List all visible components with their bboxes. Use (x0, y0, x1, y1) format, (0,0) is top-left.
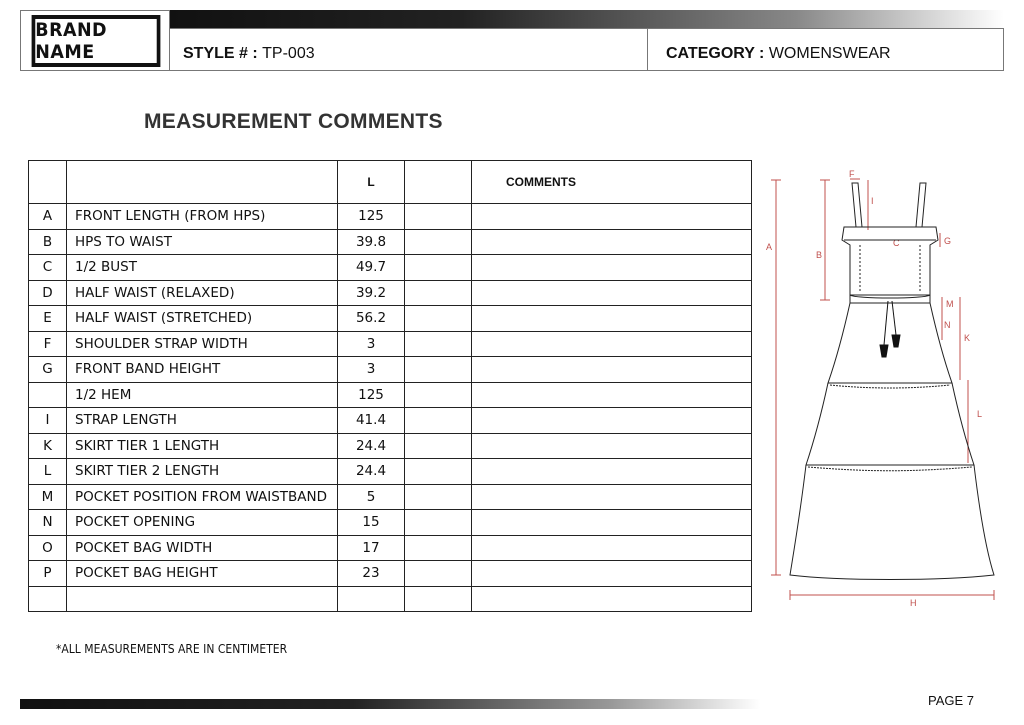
row-comment-cell (472, 255, 752, 281)
page-number: PAGE 7 (928, 693, 975, 708)
dress-sketch (760, 165, 1010, 615)
row-value-l: 23 (338, 561, 405, 587)
row-comment-cell (472, 586, 752, 612)
row-code (29, 586, 67, 612)
header-desc-cell (67, 161, 338, 204)
tassels (880, 301, 900, 357)
row-blank-cell (405, 382, 472, 408)
row-code: B (29, 229, 67, 255)
row-description: SKIRT TIER 2 LENGTH (67, 459, 338, 485)
table-row (29, 484, 752, 510)
row-description: FRONT BAND HEIGHT (67, 357, 338, 383)
style-number (183, 45, 315, 63)
measurement-table (28, 160, 752, 612)
row-code: O (29, 535, 67, 561)
label-g: G (944, 236, 952, 246)
row-value-l (338, 586, 405, 612)
row-comment-cell (472, 561, 752, 587)
row-code: K (29, 433, 67, 459)
row-description (67, 586, 338, 612)
label-b: B (816, 250, 823, 260)
row-code: F (29, 331, 67, 357)
row-value-l: 17 (338, 535, 405, 561)
header-divider (647, 28, 648, 71)
row-blank-cell (405, 357, 472, 383)
table-row (29, 561, 752, 587)
row-blank-cell (405, 510, 472, 536)
row-comment-cell (472, 382, 752, 408)
row-code: D (29, 280, 67, 306)
style-label: STYLE # : (183, 45, 258, 62)
brand-logo: BRAND NAME (32, 15, 161, 67)
header-blank-cell (405, 161, 472, 204)
row-description: POCKET POSITION FROM WAISTBAND (67, 484, 338, 510)
row-code: A (29, 204, 67, 230)
row-value-l: 3 (338, 357, 405, 383)
row-value-l: 24.4 (338, 433, 405, 459)
row-description: STRAP LENGTH (67, 408, 338, 434)
table-row (29, 382, 752, 408)
row-comment-cell (472, 408, 752, 434)
row-blank-cell (405, 408, 472, 434)
row-value-l: 39.2 (338, 280, 405, 306)
table-header-row (29, 161, 752, 204)
row-description: SKIRT TIER 1 LENGTH (67, 433, 338, 459)
row-description: HALF WAIST (RELAXED) (67, 280, 338, 306)
table-row (29, 459, 752, 485)
row-blank-cell (405, 255, 472, 281)
table-row (29, 535, 752, 561)
row-comment-cell (472, 357, 752, 383)
table-row (29, 280, 752, 306)
row-description: POCKET OPENING (67, 510, 338, 536)
row-blank-cell (405, 459, 472, 485)
header-code-cell (29, 161, 67, 204)
row-comment-cell (472, 280, 752, 306)
row-blank-cell (405, 306, 472, 332)
footer-gradient-bar (20, 699, 760, 709)
table-row (29, 306, 752, 332)
row-value-l: 125 (338, 204, 405, 230)
row-comment-cell (472, 331, 752, 357)
table-row (29, 510, 752, 536)
row-comment-cell (472, 510, 752, 536)
page-title: MEASUREMENT COMMENTS (144, 110, 443, 133)
label-h: H (910, 598, 917, 608)
label-c: C (893, 238, 900, 248)
row-code: L (29, 459, 67, 485)
label-i: I (871, 196, 874, 206)
row-code: C (29, 255, 67, 281)
table-row (29, 229, 752, 255)
row-value-l: 56.2 (338, 306, 405, 332)
row-code: N (29, 510, 67, 536)
row-comment-cell (472, 204, 752, 230)
row-code (29, 382, 67, 408)
row-comment-cell (472, 484, 752, 510)
table-row (29, 433, 752, 459)
table-row (29, 586, 752, 612)
row-value-l: 125 (338, 382, 405, 408)
row-blank-cell (405, 331, 472, 357)
row-comment-cell (472, 229, 752, 255)
row-description: POCKET BAG HEIGHT (67, 561, 338, 587)
row-description: SHOULDER STRAP WIDTH (67, 331, 338, 357)
row-blank-cell (405, 433, 472, 459)
row-value-l: 41.4 (338, 408, 405, 434)
header-comments: COMMENTS (472, 161, 752, 204)
row-value-l: 49.7 (338, 255, 405, 281)
row-description: 1/2 HEM (67, 382, 338, 408)
row-blank-cell (405, 484, 472, 510)
row-comment-cell (472, 535, 752, 561)
row-description: FRONT LENGTH (FROM HPS) (67, 204, 338, 230)
row-blank-cell (405, 280, 472, 306)
label-n: N (944, 320, 951, 330)
row-blank-cell (405, 204, 472, 230)
row-blank-cell (405, 535, 472, 561)
label-k: K (964, 333, 971, 343)
row-blank-cell (405, 229, 472, 255)
category (666, 45, 891, 63)
row-code: I (29, 408, 67, 434)
label-m: M (946, 299, 954, 309)
label-f: F (849, 169, 855, 179)
header-size: L (338, 161, 405, 204)
row-value-l: 24.4 (338, 459, 405, 485)
row-value-l: 39.8 (338, 229, 405, 255)
row-description: HALF WAIST (STRETCHED) (67, 306, 338, 332)
label-l: L (977, 409, 983, 419)
row-value-l: 5 (338, 484, 405, 510)
row-description: POCKET BAG WIDTH (67, 535, 338, 561)
measurement-note: *ALL MEASUREMENTS ARE IN CENTIMETER (56, 642, 288, 656)
label-a: A (766, 242, 773, 252)
category-label: CATEGORY : (666, 45, 765, 62)
table-row (29, 204, 752, 230)
row-code: G (29, 357, 67, 383)
row-comment-cell (472, 306, 752, 332)
table-row (29, 331, 752, 357)
header-gradient-bar (170, 10, 1004, 28)
row-value-l: 15 (338, 510, 405, 536)
row-description: HPS TO WAIST (67, 229, 338, 255)
row-blank-cell (405, 586, 472, 612)
dress-outline (790, 183, 994, 580)
table-row (29, 357, 752, 383)
table-row (29, 408, 752, 434)
row-blank-cell (405, 561, 472, 587)
row-value-l: 3 (338, 331, 405, 357)
table-row (29, 255, 752, 281)
row-comment-cell (472, 459, 752, 485)
style-value: TP-003 (262, 45, 315, 62)
row-code: E (29, 306, 67, 332)
category-value: WOMENSWEAR (768, 45, 891, 62)
row-code: M (29, 484, 67, 510)
row-description: 1/2 BUST (67, 255, 338, 281)
row-code: P (29, 561, 67, 587)
row-comment-cell (472, 433, 752, 459)
